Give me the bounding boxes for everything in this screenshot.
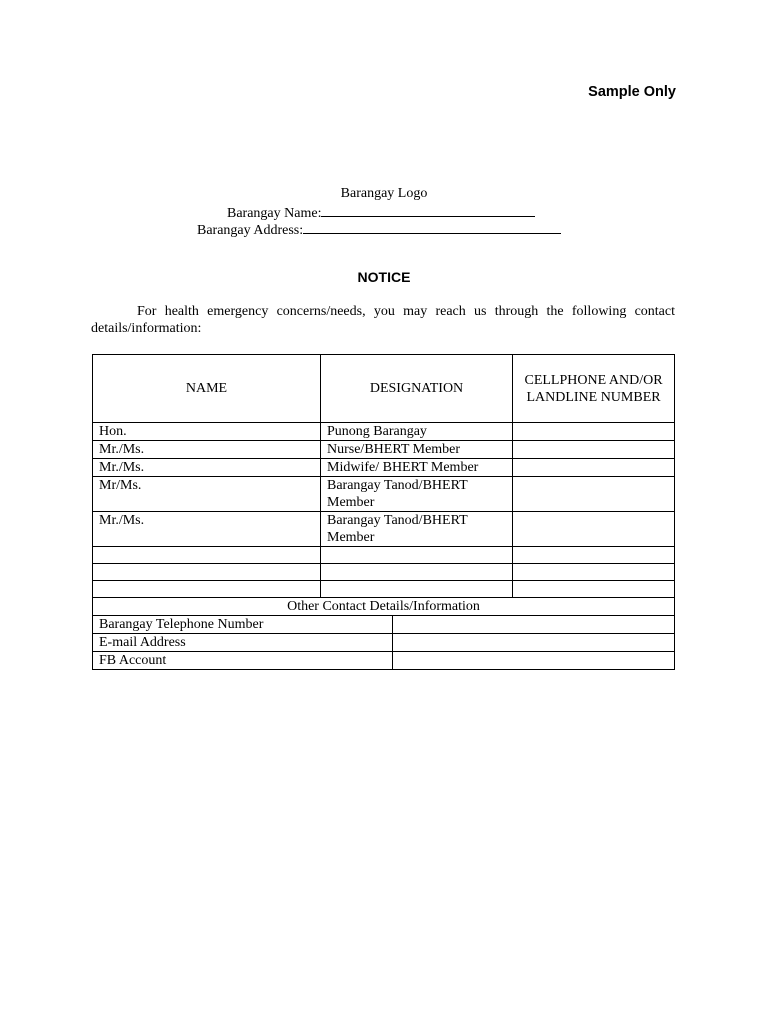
- barangay-name-blank: [321, 202, 535, 217]
- name-cell: [93, 581, 321, 598]
- number-cell: [513, 512, 675, 547]
- other-contact-row: [93, 634, 675, 652]
- designation-cell: [321, 564, 513, 581]
- designation-cell: Punong Barangay: [321, 423, 513, 441]
- table-row: [93, 477, 675, 512]
- header-designation: DESIGNATION: [321, 355, 513, 423]
- table-row: [93, 512, 675, 547]
- number-cell: [513, 547, 675, 564]
- notice-body: For health emergency concerns/needs, you may reach us through the following contact details/information:: [91, 304, 675, 336]
- name-cell: Mr./Ms.: [93, 512, 321, 547]
- name-cell: Mr./Ms.: [93, 441, 321, 459]
- table-row: [93, 581, 675, 598]
- other-contact-value: [393, 634, 675, 652]
- other-contacts-title-row: [93, 598, 675, 616]
- designation-cell: Barangay Tanod/BHERT Member: [321, 512, 513, 547]
- number-cell: [513, 441, 675, 459]
- other-contact-label: E-mail Address: [93, 634, 393, 652]
- other-contact-value: [393, 616, 675, 634]
- other-contact-label: Barangay Telephone Number: [93, 616, 393, 634]
- name-cell: Mr/Ms.: [93, 477, 321, 512]
- number-cell: [513, 459, 675, 477]
- barangay-logo-placeholder: Barangay Logo: [340, 186, 428, 201]
- barangay-address-blank: [303, 219, 561, 234]
- barangay-address-line: [197, 219, 561, 239]
- table-row: [93, 547, 675, 564]
- number-cell: [513, 581, 675, 598]
- designation-cell: [321, 581, 513, 598]
- number-cell: [513, 564, 675, 581]
- barangay-name-label: Barangay Name:: [227, 206, 322, 221]
- other-contacts-title: Other Contact Details/Information: [93, 598, 675, 616]
- notice-title: NOTICE: [357, 269, 411, 285]
- table-row: [93, 441, 675, 459]
- name-cell: Hon.: [93, 423, 321, 441]
- table-row: [93, 564, 675, 581]
- name-cell: Mr./Ms.: [93, 459, 321, 477]
- table-row: [93, 459, 675, 477]
- other-contact-row: [93, 616, 675, 634]
- table-row: [93, 423, 675, 441]
- header-number: CELLPHONE AND/OR LANDLINE NUMBER: [513, 355, 675, 423]
- name-cell: [93, 547, 321, 564]
- other-contact-row: [93, 652, 675, 670]
- designation-cell: Barangay Tanod/BHERT Member: [321, 477, 513, 512]
- number-cell: [513, 477, 675, 512]
- barangay-address-label: Barangay Address:: [197, 223, 304, 238]
- name-cell: [93, 564, 321, 581]
- number-cell: [513, 423, 675, 441]
- other-contact-value: [393, 652, 675, 670]
- designation-cell: Nurse/BHERT Member: [321, 441, 513, 459]
- other-contact-label: FB Account: [93, 652, 393, 670]
- sample-only-label: Sample Only: [588, 84, 676, 100]
- header-name: NAME: [93, 355, 321, 423]
- table-header-row: [93, 355, 675, 423]
- designation-cell: [321, 547, 513, 564]
- contacts-table: [92, 354, 675, 670]
- designation-cell: Midwife/ BHERT Member: [321, 459, 513, 477]
